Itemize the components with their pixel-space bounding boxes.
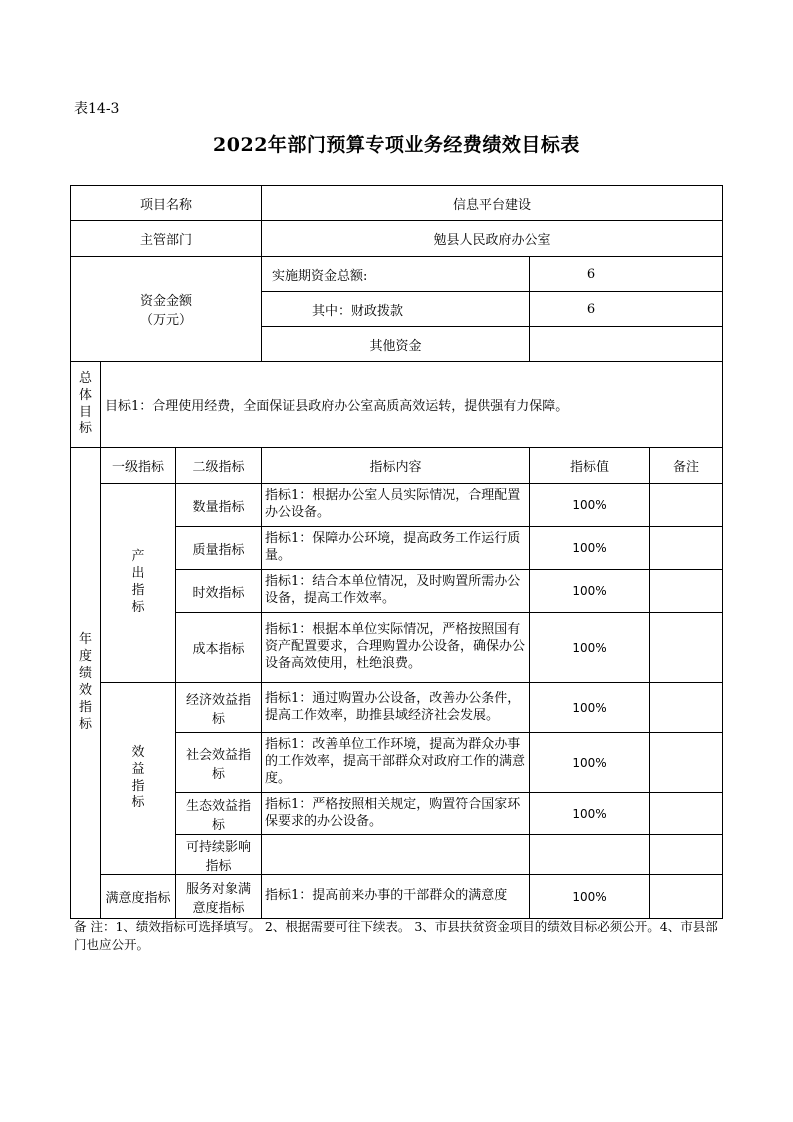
indicator-note xyxy=(650,613,723,683)
indicator-content-text: 指标1：提高前来办事的干部群众的满意度 xyxy=(265,888,508,904)
header-content: 指标内容 xyxy=(262,448,530,484)
project-name-value: 信息平台建设 xyxy=(262,186,723,221)
table-row xyxy=(71,875,723,919)
indicator-content-text: 指标1：根据办公室人员实际情况，合理配置办公设备。 xyxy=(265,488,521,520)
footnote: 备 注：1、绩效指标可选择填写。 2、根据需要可往下续表。 3、市县扶贫资金项目的绩效目标必须公开。4、市县部门也应公开。 xyxy=(74,919,718,953)
indicator-content xyxy=(262,570,530,613)
level2-indicator: 社会效益指标 xyxy=(176,733,262,793)
indicator-content-text: 指标1：严格按照相关规定，购置符合国家环保要求的办公设备。 xyxy=(265,796,521,829)
page-title: 2022年部门预算专项业务经费绩效目标表 xyxy=(213,134,580,156)
overall-goal-text: 目标1：合理使用经费，全面保证县政府办公室高质高效运转，提供强有力保障。 xyxy=(101,362,723,448)
indicator-content-text: 指标1：根据本单位实际情况，严格按照国有资产配置要求，合理购置办公设备，确保办公设备高效使用，杜绝浪费。 xyxy=(265,622,526,671)
annual-indicator-label: 年度绩效指标 xyxy=(71,448,101,919)
indicator-value: 100% xyxy=(530,875,650,919)
indicator-value xyxy=(530,835,650,875)
indicator-content xyxy=(262,733,530,793)
header-level1: 一级指标 xyxy=(101,448,176,484)
level2-indicator: 可持续影响指标 xyxy=(176,835,262,875)
indicator-content xyxy=(262,683,530,733)
header-note: 备注 xyxy=(650,448,723,484)
indicator-content xyxy=(262,875,530,919)
indicator-note xyxy=(650,527,723,570)
header-level2: 二级指标 xyxy=(176,448,262,484)
total-fund-value: 6 xyxy=(530,257,723,292)
indicator-value: 100% xyxy=(530,570,650,613)
level2-indicator: 时效指标 xyxy=(176,570,262,613)
indicator-content-text: 指标1：改善单位工作环境，提高为群众办事的工作效率，提高干部群众对政府工作的满意度。 xyxy=(265,737,526,786)
indicator-value: 100% xyxy=(530,683,650,733)
level2-indicator: 成本指标 xyxy=(176,613,262,683)
indicator-value: 100% xyxy=(530,484,650,527)
indicator-note xyxy=(650,733,723,793)
performance-target-table xyxy=(70,185,723,919)
other-fund-label: 其他资金 xyxy=(262,327,530,362)
total-fund-label: 实施期资金总额: xyxy=(262,257,530,292)
fund-label-line2: （万元） xyxy=(139,313,192,328)
indicator-note xyxy=(650,484,723,527)
department-value: 勉县人民政府办公室 xyxy=(262,221,723,257)
satisfaction-indicator-group: 满意度指标 xyxy=(101,875,176,919)
indicator-content-text: 指标1：通过购置办公设备，改善办公条件，提高工作效率，助推县域经济社会发展。 xyxy=(265,690,521,723)
other-fund-value xyxy=(530,327,723,362)
indicator-value: 100% xyxy=(530,733,650,793)
benefit-indicator-group: 效益指标 xyxy=(101,683,176,875)
indicator-content xyxy=(262,484,530,527)
indicator-note xyxy=(650,793,723,835)
indicator-note xyxy=(650,835,723,875)
indicator-content-text: 指标1：结合本单位情况，及时购置所需办公设备，提高工作效率。 xyxy=(265,574,521,606)
indicator-note xyxy=(650,875,723,919)
level2-indicator: 生态效益指标 xyxy=(176,793,262,835)
level2-indicator: 服务对象满意度指标 xyxy=(176,875,262,919)
indicator-value: 100% xyxy=(530,527,650,570)
project-name-label: 项目名称 xyxy=(71,186,262,221)
overall-goal-label: 总体目标 xyxy=(71,362,101,448)
level2-indicator: 经济效益指标 xyxy=(176,683,262,733)
indicator-note xyxy=(650,683,723,733)
indicator-content-text: 指标1：保障办公环境，提高政务工作运行质量。 xyxy=(265,531,521,563)
department-label: 主管部门 xyxy=(71,221,262,257)
indicator-note xyxy=(650,570,723,613)
fund-label-line1: 资金金额 xyxy=(139,294,192,309)
fiscal-fund-label: 其中：财政拨款 xyxy=(262,292,530,327)
level2-indicator: 数量指标 xyxy=(176,484,262,527)
table-row xyxy=(71,683,723,733)
fund-amount-label xyxy=(71,257,262,362)
table-row xyxy=(71,484,723,527)
table-code: 表14-3 xyxy=(74,101,120,117)
level2-indicator: 质量指标 xyxy=(176,527,262,570)
indicator-content xyxy=(262,613,530,683)
indicator-value: 100% xyxy=(530,613,650,683)
fiscal-fund-value: 6 xyxy=(530,292,723,327)
indicator-content xyxy=(262,793,530,835)
indicator-content xyxy=(262,835,530,875)
header-value: 指标值 xyxy=(530,448,650,484)
indicator-content xyxy=(262,527,530,570)
output-indicator-group: 产出指标 xyxy=(101,484,176,683)
indicator-value: 100% xyxy=(530,793,650,835)
